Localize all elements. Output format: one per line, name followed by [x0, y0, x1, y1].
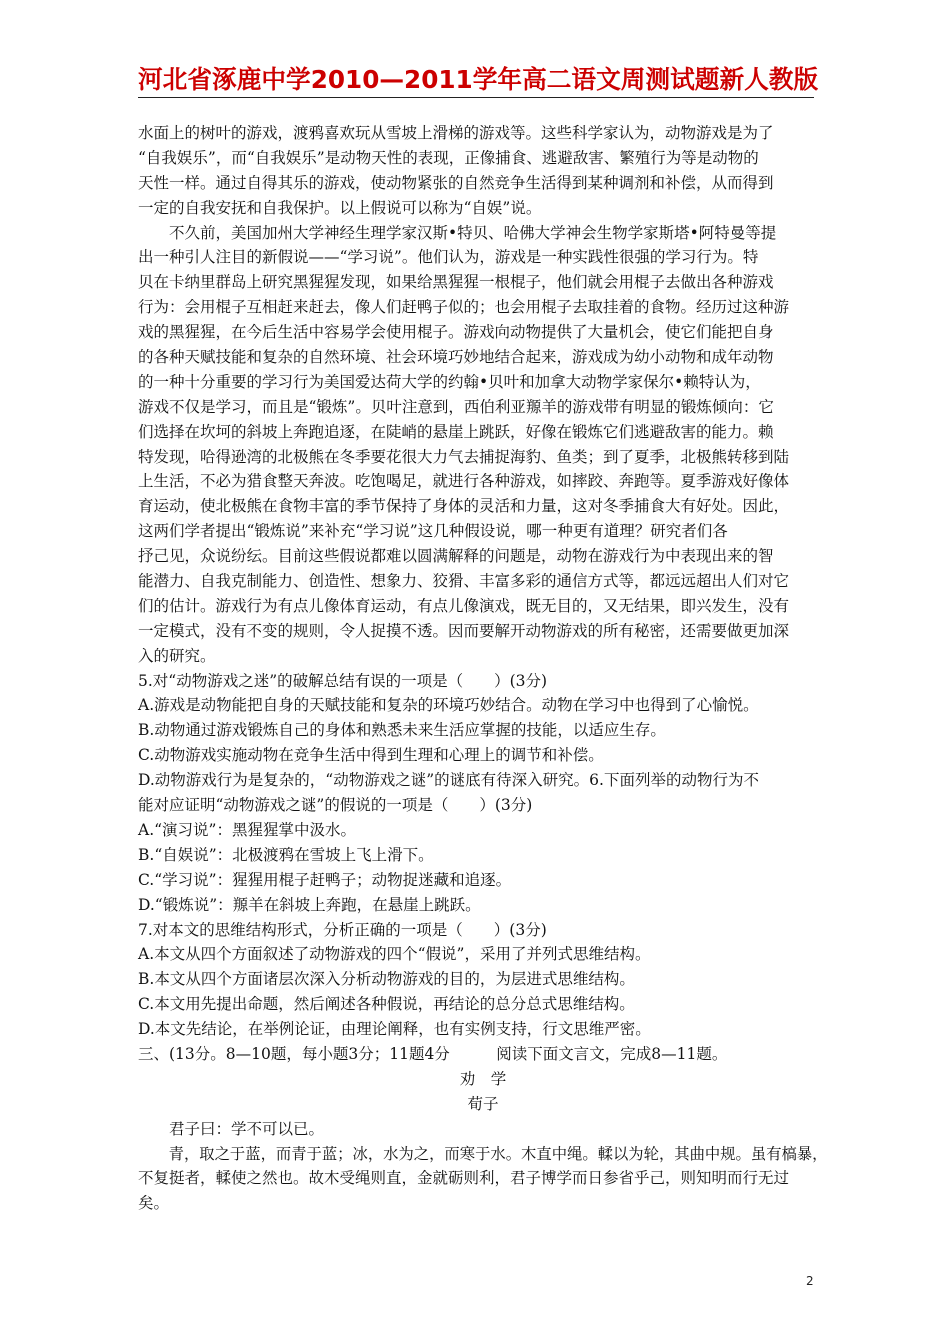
text-line: 入的研究。: [138, 646, 216, 665]
classical-line: 矣。: [138, 1194, 170, 1213]
classical-title: 劝 学: [459, 1069, 507, 1088]
text-line: 抒己见，众说纷纭。目前这些假说都难以圆满解释的问题是，动物在游戏行为中表现出来的智: [138, 547, 774, 566]
text-line: 们的估计。游戏行为有点儿像体育运动，有点儿像演戏，既无目的，又无结果，即兴发生，没有: [138, 596, 790, 615]
text-line: 特发现，哈得逊湾的北极熊在冬季要花很大力气去捕捉海豹、鱼类；到了夏季，北极熊转移到陆: [138, 447, 790, 466]
text-line: 能潜力、自我克制能力、创造性、想象力、狡猾、丰富多彩的通信方式等，都远远超出人们对它: [138, 572, 790, 591]
option-c: C.“学习说”：猩猩用棍子赶鸭子；动物捉迷藏和追逐。: [138, 870, 512, 889]
option-d: D.动物游戏行为是复杂的，“动物游戏之谜”的谜底有待深入研究。6.下面列举的动物行为不: [138, 771, 759, 790]
option-d: D.“锻炼说”：羱羊在斜坡上奔跑，在悬崖上跳跃。: [138, 895, 481, 914]
text-line: 戏的黑猩猩，在今后生活中容易学会使用棍子。游戏向动物提供了大量机会，使它们能把自身: [138, 323, 774, 342]
text-line: “自我娱乐”，而“自我娱乐”是动物天性的表现，正像捕食、逃避敌害、繁殖行为等是动物的: [138, 148, 759, 167]
classical-line: 不复挺者，輮使之然也。故木受绳则直，金就砺则利，君子博学而日参省乎己，则知明而行无过: [138, 1169, 790, 1188]
body-text: [138, 121, 828, 1216]
option-a: A.“演习说”：黑猩猩掌中汲水。: [138, 820, 356, 839]
classical-line: 青，取之于蓝，而青于蓝；冰，水为之，而寒于水。木直中绳。輮以为轮，其曲中规。虽有槁暴，: [138, 1144, 828, 1163]
classical-author: 荀子: [467, 1094, 499, 1113]
text-line: 的一种十分重要的学习行为美国爱达荷大学的约翰•贝叶和加拿大动物学家保尔•赖特认为，: [138, 372, 761, 391]
text-line: 水面上的树叶的游戏，渡鸦喜欢玩从雪坡上滑梯的游戏等。这些科学家认为，动物游戏是为了: [138, 124, 774, 142]
text-line: 一定模式，没有不变的规则，令人捉摸不透。因而要解开动物游戏的所有秘密，还需要做更加深: [138, 621, 790, 640]
text-line: 的各种天赋技能和复杂的自然环境、社会环境巧妙地结合起来，游戏成为幼小动物和成年动物: [138, 348, 774, 367]
text-line: 不久前，美国加州大学神经生理学家汉斯•特贝、哈佛大学神会生物学家斯塔•阿特曼等提: [138, 223, 777, 242]
option-c: C.本文用先提出命题，然后阐述各种假说，再结论的总分总式思维结构。: [138, 995, 635, 1014]
option-d: D.本文先结论，在举例论证，由理论阐释，也有实例支持，行文思维严密。: [138, 1020, 651, 1039]
option-b: B.本文从四个方面诸层次深入分析动物游戏的目的，为层进式思维结构。: [138, 970, 635, 989]
text-line: 们选择在坎坷的斜坡上奔跑追逐，在陡峭的悬崖上跳跃，好像在锻炼它们逃避敌害的能力。赖: [138, 422, 774, 441]
option-a: A.本文从四个方面叙述了动物游戏的四个“假说”，采用了并列式思维结构。: [138, 945, 651, 964]
header-divider: [138, 97, 814, 98]
text-line: 游戏不仅是学习，而且是“锻炼”。贝叶注意到，西伯利亚羱羊的游戏带有明显的锻炼倾向：它: [138, 397, 774, 416]
text-line: 贝在卡纳里群岛上研究黑猩猩发现，如果给黑猩猩一根棍子，他们就会用棍子去做出各种游戏: [138, 273, 774, 292]
option-c: C.动物游戏实施动物在竞争生活中得到生理和心理上的调节和补偿。: [138, 746, 604, 765]
page-number: 2: [806, 1274, 814, 1288]
text-line: 上生活，不必为猎食整天奔波。吃饱喝足，就进行各种游戏，如摔跤、奔跑等。夏季游戏好像体: [138, 472, 790, 491]
text-line: 出一种引人注目的新假说——“学习说”。他们认为，游戏是一种实践性很强的学习行为。特: [138, 248, 759, 267]
option-b: B.“自娱说”：北极渡鸦在雪坡上飞上滑下。: [138, 845, 434, 864]
section-three-heading: 三、(13分。8—10题，每小题3分；11题4分 阅读下面文言文，完成8—11题。: [138, 1044, 728, 1063]
question-7: 7.对本文的思维结构形式，分析正确的一项是（ ）(3分): [138, 920, 547, 939]
text-line: 行为：会用棍子互相赶来赶去，像人们赶鸭子似的；也会用棍子去取挂着的食物。经历过这种游: [138, 298, 790, 317]
question-5: 5.对“动物游戏之迷”的破解总结有误的一项是（ ）(3分): [138, 671, 548, 690]
text-line: 一定的自我安抚和自我保护。以上假说可以称为“自娱”说。: [138, 198, 542, 217]
question-6: 能对应证明“动物游戏之谜”的假说的一项是（ ）(3分): [138, 796, 533, 815]
option-a: A.游戏是动物能把自身的天赋技能和复杂的环境巧妙结合。动物在学习中也得到了心愉悦。: [138, 696, 759, 715]
text-line: 这两们学者提出“锻炼说”来补充“学习说”这几种假设说，哪一种更有道理？研究者们各: [138, 522, 728, 541]
text-line: 育运动，使北极熊在食物丰富的季节保持了身体的灵活和力量，这对冬季捕食大有好处。因此，: [138, 497, 790, 516]
text-line: 天性一样。通过自得其乐的游戏，使动物紧张的自然竞争生活得到某种调剂和补偿，从而得到: [138, 173, 774, 192]
page-title: 河北省涿鹿中学2010—2011学年高二语文周测试题新人教版: [138, 65, 819, 94]
classical-line: 君子曰：学不可以已。: [138, 1119, 325, 1138]
option-b: B.动物通过游戏锻炼自己的身体和熟悉未来生活应掌握的技能，以适应生存。: [138, 721, 666, 740]
